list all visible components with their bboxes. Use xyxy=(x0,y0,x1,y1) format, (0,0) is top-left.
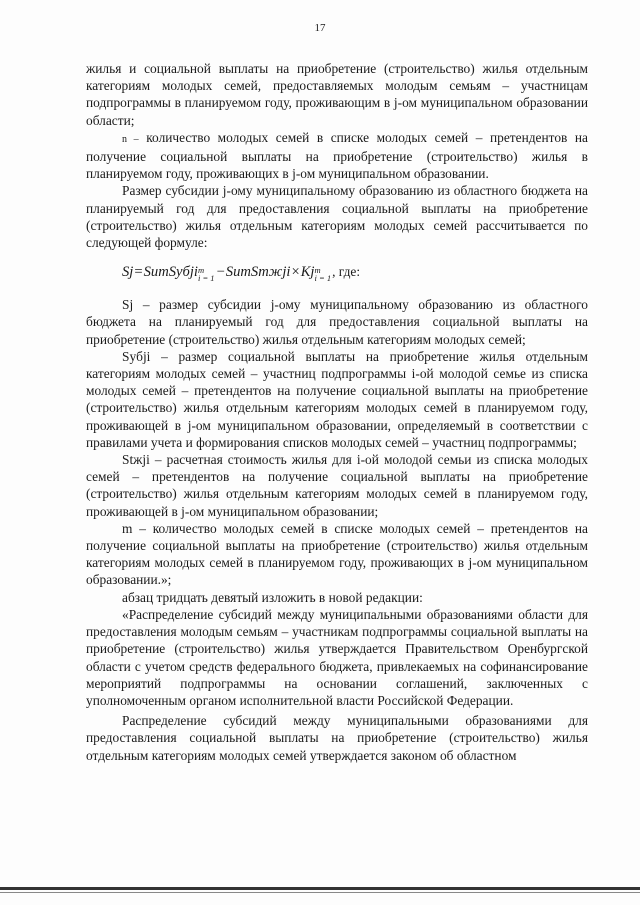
paragraph-subsidy-size: Размер субсидии j-ому муниципальному образованию из областного бюджета на планируемый год для предоставления социальной выплаты на приобретение (строительство) жилья отдельным категориям молодых семей рассчитывается по следующей формуле: xyxy=(86,183,588,251)
paragraph-sybji-definition: Syбji – размер социальной выплаты на приобретение жилья отдельным категориям молодых семей – участниц подпрограммы i-ой молодой семье из списка молодых семей – претендентов на получение социальной выплаты на приобретение (строительство) жилья отдельным категориям молодых семей в планируемом году, проживающей в j-ом муниципальном образовании, определяемый в соответствии с правилами учета и формирования списков молодых семей – участниц подпрограммы; xyxy=(86,348,588,450)
formula-term1-sub: i = 1 xyxy=(197,273,215,284)
n-symbol: n – xyxy=(122,133,139,145)
formula-term1-limits xyxy=(198,266,215,282)
formula-term3: Kj xyxy=(300,264,315,281)
formula-term3-sup: m xyxy=(314,265,321,276)
formula-term1: SumSyбji xyxy=(143,264,198,281)
subsidy-formula xyxy=(122,263,588,282)
paragraph-m-definition: m – количество молодых семей в списке молодых семей – претендентов на получение социальной выплаты на приобретение (строительство) жилья отдельным категориям молодых семей в планируемом году, проживающих в j-ом муниципальном образовании.»; xyxy=(86,520,588,588)
formula-lhs: Sj xyxy=(122,264,134,281)
bottom-border-rule-thin xyxy=(0,892,640,893)
formula-equals: = xyxy=(134,264,143,281)
formula-term2: SumSmжji xyxy=(225,264,291,281)
paragraph-distribution-1: «Распределение субсидий между муниципальными образованиями области для предоставления молодым семьям – участникам подпрограммы социальной выплаты на приобретение (строительство) жилья утверждается Правительством Оренбургской области с учетом средств федерального бюджета, привлекаемых на софинансирование мероприятий подпрограммы на основании соглашений, заключенных с уполномоченным органом исполнительной власти Российской Федерации. xyxy=(86,606,588,708)
formula-minus: − xyxy=(216,264,225,281)
formula-term3-sub: i = 1 xyxy=(314,273,332,284)
formula-times: × xyxy=(291,264,300,281)
paragraph-continuation: жилья и социальной выплаты на приобретение (строительство) жилья отдельным категориям молодых семей, предоставляемых молодым семьям – участницам подпрограммы в планируемом году, проживающим в j-ом муниципальном образовании области; xyxy=(86,61,588,128)
formula-term1-sup: m xyxy=(197,265,205,276)
document-body xyxy=(86,60,588,764)
bottom-border-rule xyxy=(0,887,640,890)
paragraph-amendment-intro: абзац тридцать девятый изложить в новой редакции: xyxy=(122,589,423,605)
paragraph-stji-definition: Stжji – расчетная стоимость жилья для i-ой молодой семьи из списка молодых семей – претендентов на получение социальной выплаты на приобретение (строительство) жилья отдельным категориям молодых семей в планируемом году, проживающей в j-ом муниципальном образовании; xyxy=(86,452,588,519)
formula-term3-limits xyxy=(314,266,331,282)
formula-tail: , где: xyxy=(332,264,361,280)
paragraph-n-definition xyxy=(86,129,588,183)
paragraph-sj-definition: Sj – размер субсидии j-ому муниципальному образованию из областного бюджета на планируемый год для предоставления социальной выплаты на приобретение (строительство) жилья отдельным категориям молодых семей; xyxy=(86,297,588,347)
page-number: 17 xyxy=(314,22,326,34)
n-definition-text: количество молодых семей в списке молодых семей – претендентов на получение социальной выплаты на приобретение (строительство) жилья в планируемом году, проживающих в j-ом муниципальном образовании. xyxy=(86,129,588,182)
paragraph-distribution-2: Распределение субсидий между муниципальными образованиями для предоставления социальной выплаты на приобретение (строительство) жилья отдельным категориям молодых семей утверждается законом об областном xyxy=(86,713,588,763)
